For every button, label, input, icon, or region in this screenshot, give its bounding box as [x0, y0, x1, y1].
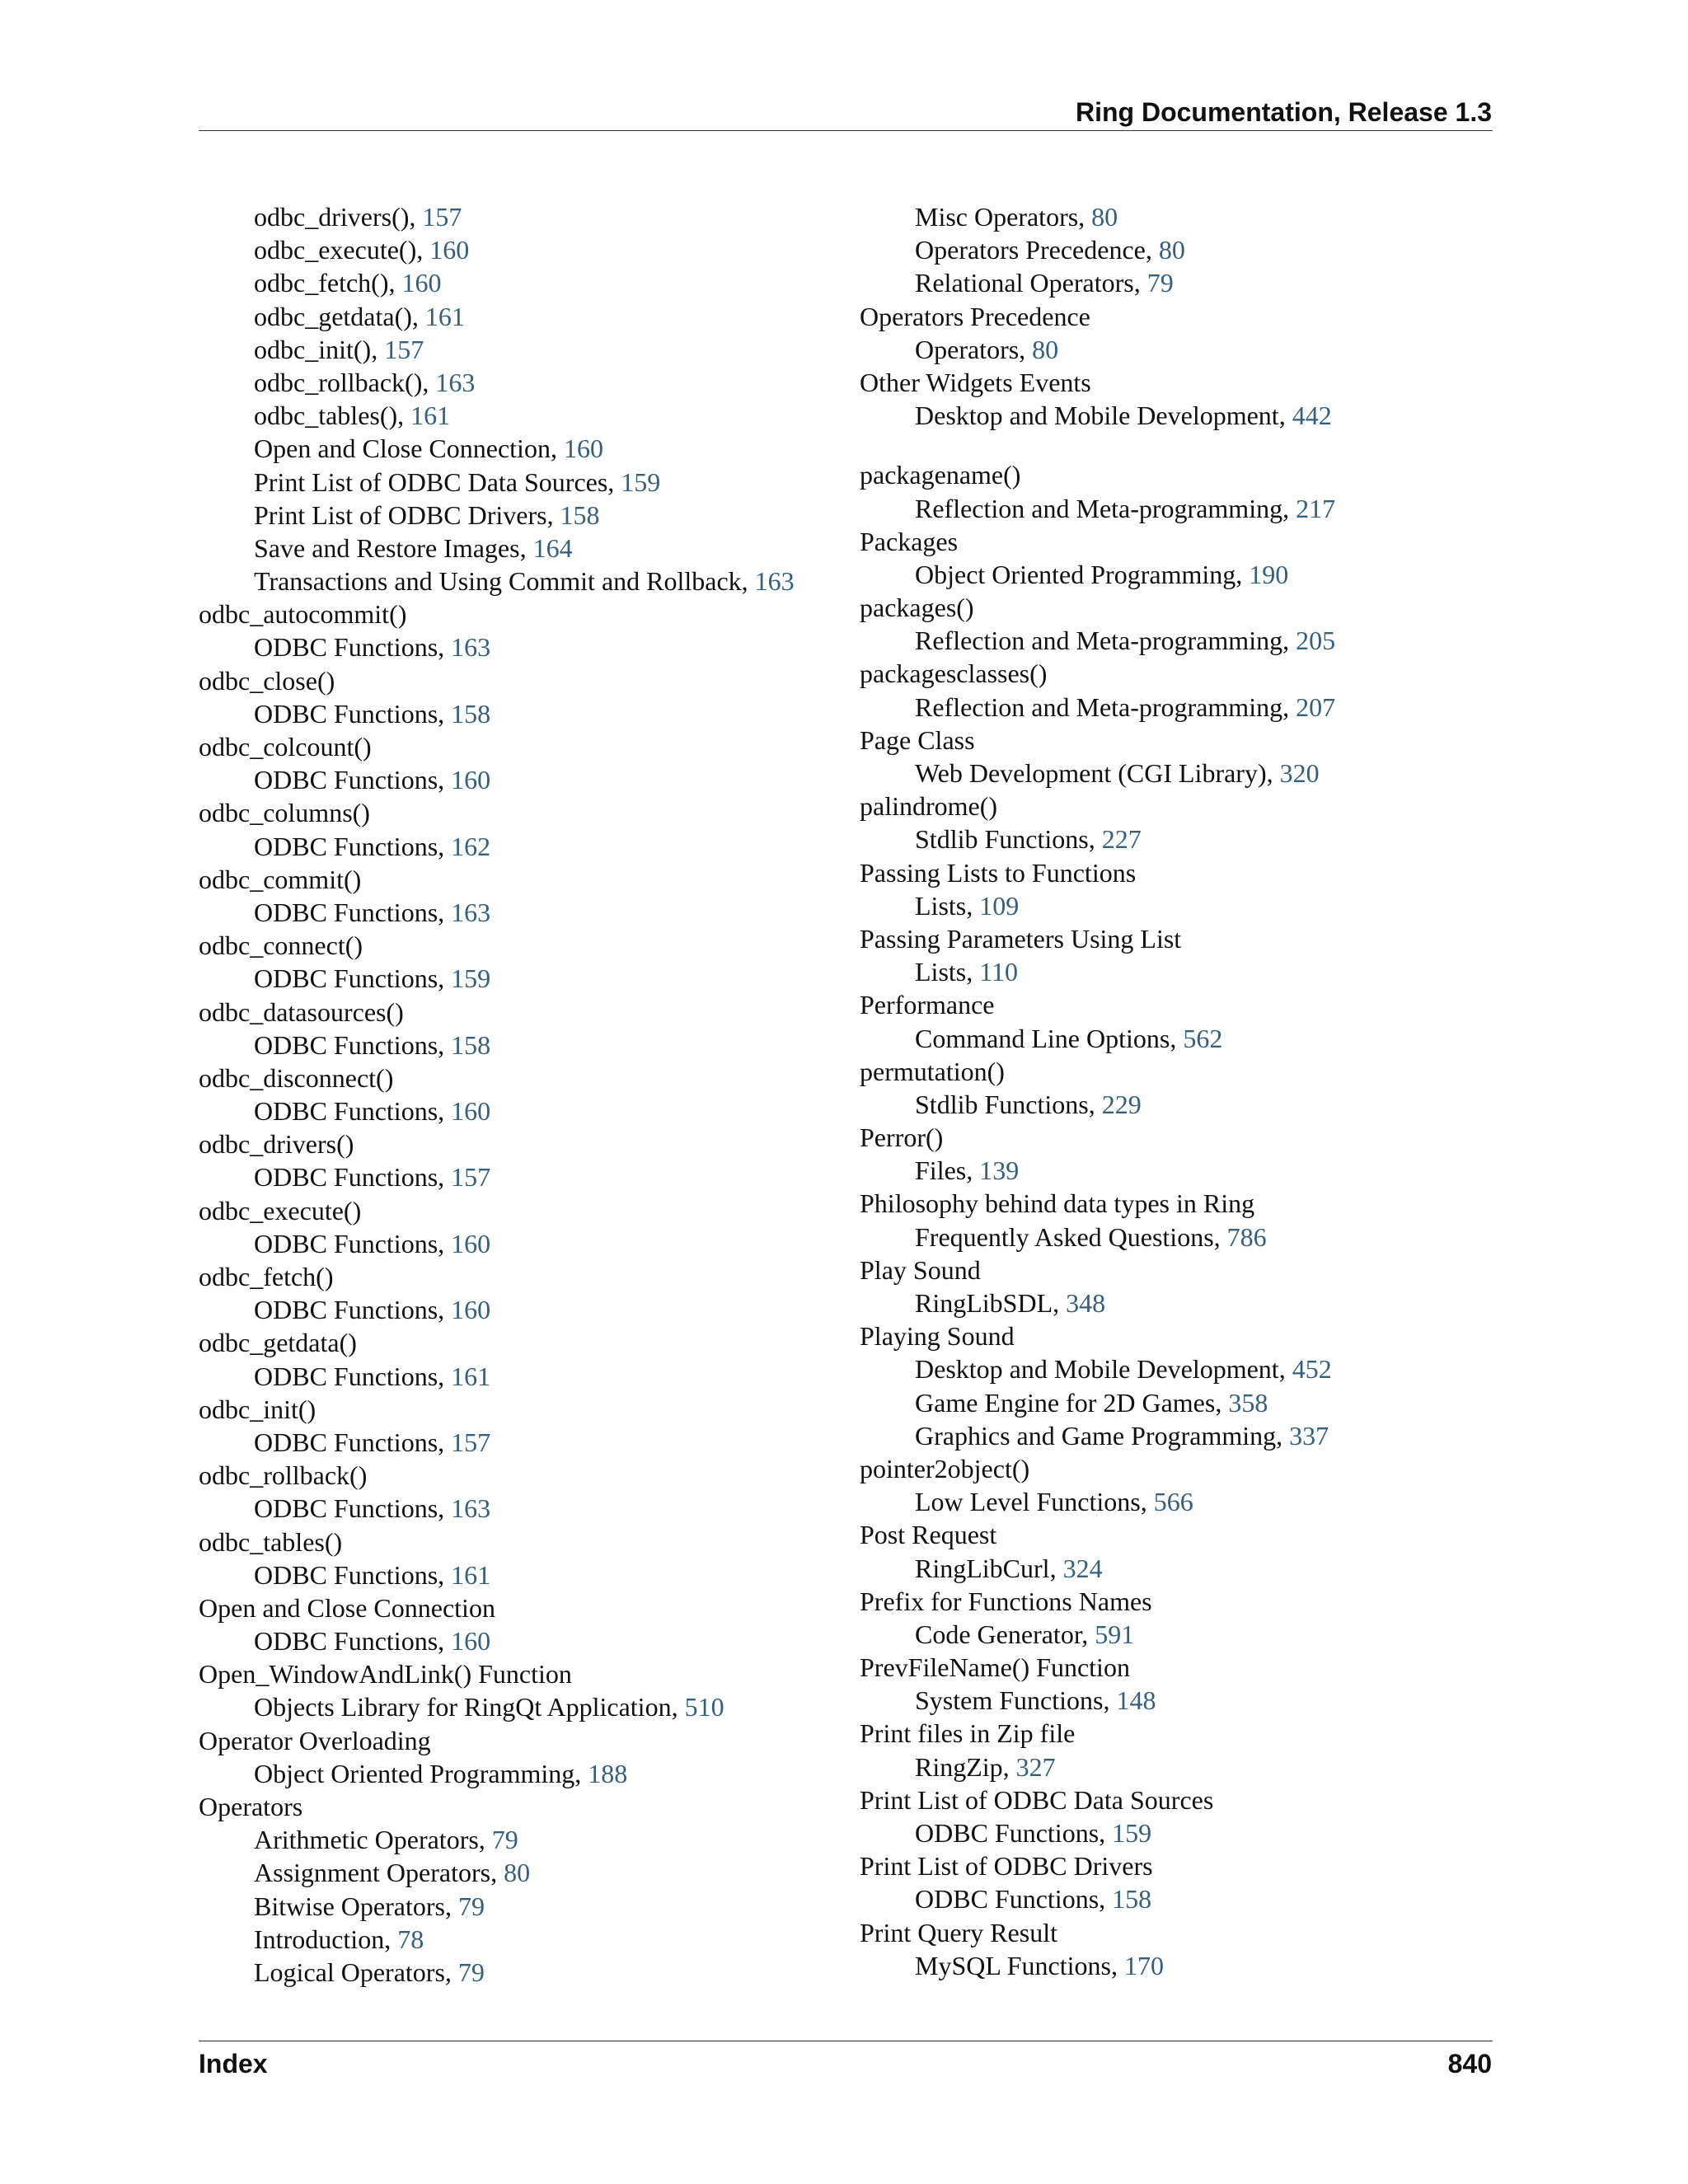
index-subentry — [199, 333, 842, 366]
index-subentry — [860, 1352, 1503, 1385]
page-reference-link[interactable]: 337 — [1289, 1420, 1329, 1451]
index-subentry — [860, 1552, 1503, 1585]
index-entry-text: ODBC Functions, — [254, 1228, 452, 1258]
page-reference-link[interactable]: 786 — [1226, 1221, 1267, 1252]
index-entry — [860, 1783, 1503, 1816]
index-entry — [860, 1717, 1503, 1750]
page-reference-link[interactable]: 80 — [504, 1858, 531, 1888]
index-entry-text: Passing Parameters Using List — [860, 923, 1182, 954]
index-entry-text: Code Generator, — [915, 1619, 1095, 1649]
index-entry-text: ODBC Functions, — [254, 1559, 452, 1590]
page-reference-link[interactable]: 324 — [1062, 1553, 1103, 1583]
index-subentry — [199, 1426, 842, 1459]
index-subentry — [860, 1221, 1503, 1254]
footer-section-label: Index — [199, 2049, 268, 2079]
index-entry-text: Relational Operators, — [915, 268, 1147, 298]
index-entry-text: ODBC Functions, — [254, 1361, 452, 1391]
index-entry-text: packagename() — [860, 460, 1021, 490]
index-entry-text: odbc_datasources() — [199, 996, 404, 1027]
index-entry-text: Reflection and Meta-programming, — [915, 691, 1296, 722]
page-reference-link[interactable]: 158 — [1112, 1884, 1152, 1915]
page-reference-link[interactable]: 80 — [1091, 202, 1118, 232]
index-subentry — [199, 200, 842, 233]
index-entry-text: ODBC Functions, — [254, 1427, 452, 1457]
page-reference-link[interactable]: 160 — [451, 1228, 491, 1258]
index-entry — [860, 1187, 1503, 1220]
index-entry-text: Misc Operators, — [915, 202, 1092, 232]
index-subentry — [199, 1956, 842, 1989]
index-entry-text: ODBC Functions, — [254, 831, 452, 861]
page-reference-link[interactable]: 358 — [1228, 1387, 1268, 1418]
index-subentry — [860, 1816, 1503, 1849]
index-entry-text: Operators Precedence — [860, 301, 1090, 331]
index-subentry — [199, 962, 842, 995]
index-subentry — [860, 558, 1503, 591]
index-entry-text: Other Widgets Events — [860, 367, 1091, 397]
index-entry-text: Arithmetic Operators, — [254, 1825, 492, 1855]
index-entry-text: permutation() — [860, 1056, 1005, 1086]
index-subentry — [199, 1923, 842, 1956]
index-entry-text: Stdlib Functions, — [915, 1089, 1102, 1119]
page-reference-link[interactable]: 207 — [1296, 691, 1336, 722]
index-entry — [860, 1055, 1503, 1088]
index-entry-text: odbc_autocommit() — [199, 599, 407, 630]
page-reference-link[interactable]: 110 — [979, 957, 1019, 987]
index-entry — [199, 1526, 842, 1558]
page-reference-link[interactable]: 160 — [429, 235, 470, 265]
index-entry — [860, 1319, 1503, 1352]
index-entry-text: ODBC Functions, — [254, 698, 452, 729]
index-subentry — [199, 399, 842, 432]
index-entry-text: Open and Close Connection, — [254, 434, 564, 464]
index-subentry — [860, 399, 1503, 432]
index-subentry — [860, 1286, 1503, 1319]
index-entry-text: odbc_getdata(), — [254, 301, 425, 331]
index-entry-text: ODBC Functions, — [254, 1162, 452, 1193]
index-entry-text: Web Development (CGI Library), — [915, 758, 1280, 788]
index-entry — [860, 1916, 1503, 1949]
page-reference-link[interactable]: 79 — [457, 1957, 485, 1987]
index-subentry — [199, 896, 842, 929]
index-entry — [199, 863, 842, 896]
index-entry — [860, 591, 1503, 624]
page-reference-link[interactable]: 164 — [532, 532, 573, 563]
index-entry-text: ODBC Functions, — [254, 1295, 452, 1325]
index-entry-text: Page Class — [860, 724, 975, 755]
index-subentry — [860, 1419, 1503, 1452]
index-entry — [199, 664, 842, 697]
index-entry-text: ODBC Functions, — [915, 1884, 1113, 1915]
index-entry-text: odbc_disconnect() — [199, 1062, 394, 1093]
index-entry-text: ODBC Functions, — [915, 1818, 1113, 1848]
index-entry-text: Lists, — [915, 957, 980, 987]
page-reference-link[interactable]: 161 — [451, 1361, 491, 1391]
index-subentry — [199, 1492, 842, 1525]
page-reference-link[interactable]: 205 — [1296, 626, 1336, 656]
index-subentry — [860, 1485, 1503, 1518]
page-reference-link[interactable]: 170 — [1123, 1950, 1164, 1980]
index-entry-text: odbc_getdata() — [199, 1328, 357, 1358]
index-entry-text: odbc_close() — [199, 665, 335, 696]
index-subentry — [860, 1882, 1503, 1915]
header-rule — [199, 130, 1493, 131]
index-entry — [199, 1657, 842, 1690]
index-entry-text: Print List of ODBC Drivers — [860, 1851, 1153, 1882]
index-entry-text: Operator Overloading — [199, 1725, 431, 1755]
index-subentry — [199, 300, 842, 333]
page-reference-link[interactable]: 148 — [1116, 1685, 1156, 1716]
index-entry-text: odbc_rollback() — [199, 1460, 368, 1491]
index-entry — [860, 657, 1503, 690]
index-entry-text: RingLibSDL, — [915, 1288, 1067, 1318]
index-subentry — [199, 432, 842, 465]
index-entry-text: Files, — [915, 1155, 980, 1186]
index-entry-text: Frequently Asked Questions, — [915, 1221, 1227, 1252]
page-reference-link[interactable]: 566 — [1153, 1487, 1193, 1517]
index-entry-text: Open and Close Connection — [199, 1592, 495, 1623]
index-subentry — [860, 1618, 1503, 1651]
index-subentry — [199, 763, 842, 796]
page-reference-link[interactable]: 160 — [451, 1626, 491, 1657]
index-entry-text: Desktop and Mobile Development, — [915, 1354, 1292, 1385]
page-reference-link[interactable]: 160 — [563, 434, 603, 464]
index-subentry — [860, 1022, 1503, 1055]
index-subentry — [860, 955, 1503, 988]
page-reference-link[interactable]: 161 — [424, 301, 465, 331]
index-entry-text: odbc_colcount() — [199, 732, 372, 762]
index-entry — [860, 366, 1503, 399]
page-reference-link[interactable]: 452 — [1292, 1354, 1332, 1385]
page-reference-link[interactable]: 320 — [1279, 758, 1320, 788]
page-reference-link[interactable]: 158 — [560, 499, 600, 530]
index-entry-text: Playing Sound — [860, 1321, 1015, 1352]
page-reference-link[interactable]: 79 — [1146, 268, 1174, 298]
index-entry — [199, 598, 842, 630]
index-subentry — [860, 200, 1503, 233]
page-reference-link[interactable]: 161 — [410, 401, 451, 431]
index-entry-text: packagesclasses() — [860, 658, 1048, 689]
index-entry — [199, 929, 842, 962]
page-reference-link[interactable]: 157 — [384, 334, 424, 364]
index-entry-text: Operators, — [915, 334, 1033, 364]
index-entry-text: Game Engine for 2D Games, — [915, 1387, 1229, 1418]
index-subentry — [199, 830, 842, 863]
index-entry — [199, 996, 842, 1029]
index-entry-text: Introduction, — [254, 1924, 398, 1954]
index-entry-text: odbc_rollback(), — [254, 367, 436, 397]
index-entry-text: odbc_columns() — [199, 798, 370, 828]
index-subentry — [199, 1624, 842, 1657]
index-entry — [199, 1459, 842, 1492]
index-subentry — [860, 1750, 1503, 1783]
page-reference-link[interactable]: 190 — [1249, 559, 1289, 589]
page-reference-link[interactable]: 510 — [684, 1692, 724, 1722]
index-entry-text: Play Sound — [860, 1254, 981, 1285]
index-entry-text: odbc_tables() — [199, 1526, 343, 1557]
page-reference-link[interactable]: 229 — [1101, 1089, 1142, 1119]
page-reference-link[interactable]: 227 — [1101, 824, 1142, 855]
index-column-right — [860, 200, 1503, 1982]
page-reference-link[interactable]: 79 — [491, 1825, 518, 1855]
index-subentry — [199, 565, 842, 598]
index-entry-text: Operators Precedence, — [915, 235, 1159, 265]
page-reference-link[interactable]: 161 — [451, 1559, 491, 1590]
index-entry — [199, 1127, 842, 1160]
page-reference-link[interactable]: 163 — [451, 1493, 491, 1524]
index-subentry — [199, 532, 842, 565]
index-subentry — [860, 757, 1503, 790]
index-entry-text: ODBC Functions, — [254, 632, 452, 663]
page-reference-link[interactable]: 157 — [422, 202, 462, 232]
index-subentry — [199, 466, 842, 499]
index-entry-text: odbc_init() — [199, 1394, 316, 1424]
index-entry-text: odbc_fetch(), — [254, 268, 402, 298]
index-entry-text: Bitwise Operators, — [254, 1891, 458, 1921]
index-entry-text: RingZip, — [915, 1751, 1016, 1782]
index-entry-text: PrevFileName() Function — [860, 1652, 1130, 1683]
index-entry — [860, 300, 1503, 333]
index-entry-text: Reflection and Meta-programming, — [915, 626, 1296, 656]
index-entry-text: odbc_drivers(), — [254, 202, 423, 232]
page-reference-link[interactable]: 159 — [621, 466, 661, 497]
index-subentry — [199, 266, 842, 299]
index-entry-text: palindrome() — [860, 791, 998, 822]
index-column-left — [199, 200, 842, 1989]
index-entry-text: ODBC Functions, — [254, 1493, 452, 1524]
index-entry — [860, 1518, 1503, 1551]
index-subentry — [199, 1558, 842, 1591]
index-subentry — [199, 1856, 842, 1889]
index-subentry — [860, 624, 1503, 657]
index-entry-text: odbc_execute() — [199, 1195, 362, 1226]
index-entry-text: Open_WindowAndLink() Function — [199, 1659, 572, 1690]
index-entry-text: odbc_tables(), — [254, 401, 411, 431]
page-reference-link[interactable]: 160 — [451, 1295, 491, 1325]
index-entry-text: Philosophy behind data types in Ring — [860, 1188, 1255, 1219]
index-entry — [860, 856, 1503, 889]
index-entry-text: System Functions, — [915, 1685, 1117, 1716]
page-reference-link[interactable]: 348 — [1066, 1288, 1106, 1318]
index-entry-text: Stdlib Functions, — [915, 824, 1102, 855]
index-entry — [199, 1393, 842, 1426]
page-reference-link[interactable]: 591 — [1095, 1619, 1135, 1649]
page-reference-link[interactable]: 159 — [1112, 1818, 1152, 1848]
index-entry-text: odbc_drivers() — [199, 1129, 354, 1160]
index-entry — [199, 1062, 842, 1094]
index-subentry — [199, 1227, 842, 1260]
index-entry — [199, 796, 842, 829]
page-reference-link[interactable]: 78 — [397, 1924, 424, 1954]
page-reference-link[interactable]: 157 — [451, 1427, 491, 1457]
page-reference-link[interactable]: 163 — [435, 367, 476, 397]
index-entry-text: Packages — [860, 526, 959, 556]
page-reference-link[interactable]: 442 — [1292, 401, 1332, 431]
index-entry-text: ODBC Functions, — [254, 963, 452, 994]
index-entry — [199, 1724, 842, 1757]
index-entry-text: Low Level Functions, — [915, 1487, 1154, 1517]
index-entry — [860, 988, 1503, 1021]
index-entry-text: Objects Library for RingQt Application, — [254, 1692, 685, 1722]
index-entry — [860, 1452, 1503, 1485]
index-subentry — [860, 1949, 1503, 1982]
index-subentry — [199, 1360, 842, 1393]
index-entry — [860, 1254, 1503, 1286]
page-reference-link[interactable]: 163 — [754, 566, 795, 597]
index-entry-text: odbc_init(), — [254, 334, 385, 364]
index-entry-text: RingLibCurl, — [915, 1553, 1063, 1583]
index-entry-text: odbc_execute(), — [254, 235, 430, 265]
index-subentry — [199, 697, 842, 730]
page-reference-link[interactable]: 139 — [979, 1155, 1020, 1186]
index-entry-text: ODBC Functions, — [254, 765, 452, 795]
index-entry-text: Print files in Zip file — [860, 1718, 1076, 1749]
page-reference-link[interactable]: 158 — [451, 698, 491, 729]
index-subentry — [860, 889, 1503, 922]
index-entry-text: Logical Operators, — [254, 1957, 458, 1987]
index-entry-text: Operators — [199, 1792, 303, 1821]
index-entry-text: ODBC Functions, — [254, 897, 452, 927]
footer-page-number: 840 — [1447, 2049, 1492, 2079]
index-subentry — [199, 1029, 842, 1062]
index-subentry — [199, 499, 842, 532]
index-subentry — [199, 1823, 842, 1856]
page-reference-link[interactable]: 327 — [1015, 1751, 1056, 1782]
index-entry-text: ODBC Functions, — [254, 1626, 452, 1657]
index-entry — [199, 1326, 842, 1359]
index-entry-text: Print List of ODBC Drivers, — [254, 499, 560, 530]
page-reference-link[interactable]: 157 — [451, 1162, 491, 1193]
index-entry-text: ODBC Functions, — [254, 1096, 452, 1127]
index-subentry — [860, 233, 1503, 266]
index-entry-text: Passing Lists to Functions — [860, 857, 1137, 888]
page-reference-link[interactable]: 188 — [588, 1758, 628, 1788]
index-subentry — [860, 1154, 1503, 1187]
index-subentry — [199, 366, 842, 399]
index-entry-text: Graphics and Game Programming, — [915, 1420, 1290, 1451]
index-entry-text: Lists, — [915, 890, 980, 921]
index-subentry — [860, 691, 1503, 724]
page-reference-link[interactable]: 109 — [979, 890, 1020, 921]
index-entry-text: Object Oriented Programming, — [915, 559, 1250, 589]
index-subentry — [199, 1160, 842, 1193]
index-entry — [199, 1260, 842, 1293]
page-reference-link[interactable]: 163 — [451, 632, 491, 663]
page-reference-link[interactable]: 159 — [451, 963, 491, 994]
index-entry-text: Command Line Options, — [915, 1023, 1184, 1053]
index-entry — [860, 525, 1503, 558]
index-subentry — [860, 1386, 1503, 1419]
index-entry — [860, 922, 1503, 955]
index-subentry — [860, 823, 1503, 855]
index-subentry — [860, 492, 1503, 525]
index-entry-text: pointer2object() — [860, 1453, 1030, 1483]
index-entry — [860, 1849, 1503, 1882]
index-entry — [199, 1194, 842, 1227]
page-header-title: Ring Documentation, Release 1.3 — [1075, 97, 1492, 127]
index-entry-text: Post Request — [860, 1520, 997, 1550]
index-subentry — [199, 1293, 842, 1326]
index-subentry — [860, 266, 1503, 299]
index-entry — [860, 458, 1503, 491]
page-reference-link[interactable]: 79 — [457, 1891, 485, 1921]
index-entry-text: Save and Restore Images, — [254, 532, 533, 563]
index-entry-text: odbc_fetch() — [199, 1262, 334, 1291]
page-reference-link[interactable]: 158 — [451, 1029, 491, 1060]
index-entry-text: Transactions and Using Commit and Rollback, — [254, 566, 755, 597]
index-entry-text: Performance — [860, 990, 995, 1020]
index-subentry — [860, 1684, 1503, 1717]
index-entry-text: MySQL Functions, — [915, 1950, 1124, 1980]
index-subentry — [860, 333, 1503, 366]
page-reference-link[interactable]: 162 — [451, 831, 491, 861]
index-entry — [860, 1121, 1503, 1154]
index-subentry — [199, 1690, 842, 1723]
index-entry-text: Assignment Operators, — [254, 1858, 504, 1888]
page-reference-link[interactable]: 160 — [401, 268, 442, 298]
index-entry — [199, 1591, 842, 1624]
index-entry-text: Reflection and Meta-programming, — [915, 493, 1296, 523]
page-reference-link[interactable]: 217 — [1296, 493, 1336, 523]
index-entry-text: odbc_connect() — [199, 930, 363, 961]
index-entry-text: packages() — [860, 593, 974, 623]
index-entry-text: Prefix for Functions Names — [860, 1586, 1152, 1616]
page-reference-link[interactable]: 80 — [1032, 334, 1059, 364]
index-entry-text: Print List of ODBC Data Sources, — [254, 466, 621, 497]
page-reference-link[interactable]: 160 — [451, 1096, 491, 1127]
index-entry — [860, 724, 1503, 757]
page-reference-link[interactable]: 80 — [1158, 235, 1185, 265]
index-entry-text: Perror() — [860, 1122, 944, 1153]
index-entry-text: odbc_commit() — [199, 864, 362, 894]
index-entry-text: Print List of ODBC Data Sources — [860, 1784, 1214, 1815]
index-subentry — [199, 1757, 842, 1790]
index-entry-text: Object Oriented Programming, — [254, 1758, 588, 1788]
index-entry — [199, 1790, 842, 1823]
page-reference-link[interactable]: 160 — [451, 765, 491, 795]
index-entry-text: ODBC Functions, — [254, 1029, 452, 1060]
index-entry — [199, 730, 842, 763]
index-entry — [860, 1651, 1503, 1684]
page-reference-link[interactable]: 562 — [1183, 1023, 1223, 1053]
index-subentry — [199, 1890, 842, 1923]
page-reference-link[interactable]: 163 — [451, 897, 491, 927]
index-subentry — [199, 1094, 842, 1127]
index-subentry — [199, 233, 842, 266]
index-entry-text: Print Query Result — [860, 1917, 1057, 1947]
index-entry — [860, 1585, 1503, 1618]
index-entry-text: Desktop and Mobile Development, — [915, 401, 1292, 431]
index-entry — [860, 790, 1503, 823]
index-subentry — [860, 1088, 1503, 1121]
index-subentry — [199, 630, 842, 663]
